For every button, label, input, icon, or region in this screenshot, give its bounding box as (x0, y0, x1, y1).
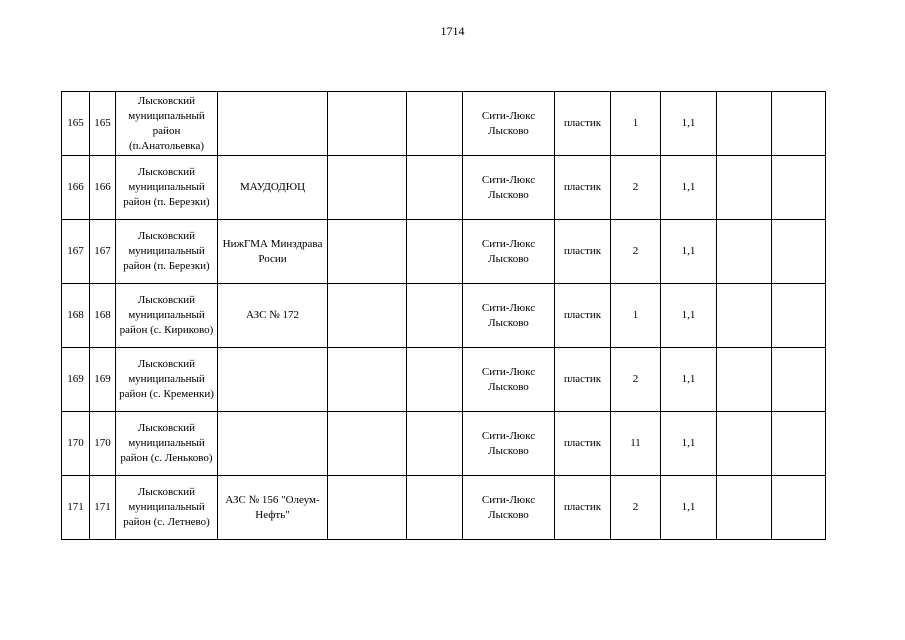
material-cell: пластик (555, 220, 611, 284)
page-number: 1714 (440, 24, 465, 38)
empty-cell (328, 92, 407, 156)
empty-cell (717, 156, 772, 220)
table-row (62, 348, 826, 412)
table-row (62, 92, 826, 156)
organization-cell: МАУДОДЮЦ (218, 156, 328, 220)
row-number-cell: 170 (62, 412, 90, 476)
volume-cell: 1,1 (661, 284, 717, 348)
operator-cell: Сити-Люкс Лысково (463, 476, 555, 540)
district-cell: Лысковский муниципальный район (п. Березки) (116, 220, 218, 284)
row-id-cell: 171 (90, 476, 116, 540)
count-cell: 1 (611, 92, 661, 156)
organization-cell: НижГМА Минздрава Росии (218, 220, 328, 284)
row-id-cell: 167 (90, 220, 116, 284)
row-id-cell: 169 (90, 348, 116, 412)
empty-cell (717, 476, 772, 540)
row-number-cell: 167 (62, 220, 90, 284)
row-number-cell: 166 (62, 156, 90, 220)
empty-cell (407, 284, 463, 348)
count-cell: 1 (611, 284, 661, 348)
volume-cell: 1,1 (661, 220, 717, 284)
organization-cell (218, 348, 328, 412)
empty-cell (772, 156, 826, 220)
operator-cell: Сити-Люкс Лысково (463, 92, 555, 156)
organization-cell: АЗС № 172 (218, 284, 328, 348)
empty-cell (328, 156, 407, 220)
table-row (62, 476, 826, 540)
row-number-cell: 165 (62, 92, 90, 156)
count-cell: 2 (611, 476, 661, 540)
count-cell: 2 (611, 156, 661, 220)
organization-cell (218, 412, 328, 476)
organization-cell: АЗС № 156 "Олеум-Нефть" (218, 476, 328, 540)
material-cell: пластик (555, 348, 611, 412)
row-number-cell: 171 (62, 476, 90, 540)
empty-cell (717, 348, 772, 412)
row-id-cell: 166 (90, 156, 116, 220)
table-row (62, 412, 826, 476)
volume-cell: 1,1 (661, 92, 717, 156)
empty-cell (717, 92, 772, 156)
material-cell: пластик (555, 476, 611, 540)
empty-cell (772, 476, 826, 540)
registry-table (61, 91, 826, 540)
count-cell: 2 (611, 348, 661, 412)
empty-cell (772, 92, 826, 156)
empty-cell (407, 92, 463, 156)
empty-cell (772, 220, 826, 284)
volume-cell: 1,1 (661, 348, 717, 412)
empty-cell (407, 476, 463, 540)
empty-cell (328, 476, 407, 540)
count-cell: 11 (611, 412, 661, 476)
operator-cell: Сити-Люкс Лысково (463, 412, 555, 476)
empty-cell (407, 412, 463, 476)
volume-cell: 1,1 (661, 412, 717, 476)
district-cell: Лысковский муниципальный район (с. Летнево) (116, 476, 218, 540)
material-cell: пластик (555, 92, 611, 156)
count-cell: 2 (611, 220, 661, 284)
district-cell: Лысковский муниципальный район (п.Анатольевка) (116, 92, 218, 156)
row-id-cell: 168 (90, 284, 116, 348)
district-cell: Лысковский муниципальный район (п. Березки) (116, 156, 218, 220)
volume-cell: 1,1 (661, 156, 717, 220)
empty-cell (407, 220, 463, 284)
operator-cell: Сити-Люкс Лысково (463, 348, 555, 412)
table-row (62, 156, 826, 220)
table-row (62, 284, 826, 348)
empty-cell (328, 412, 407, 476)
operator-cell: Сити-Люкс Лысково (463, 220, 555, 284)
row-number-cell: 169 (62, 348, 90, 412)
row-id-cell: 165 (90, 92, 116, 156)
empty-cell (717, 220, 772, 284)
empty-cell (407, 156, 463, 220)
empty-cell (772, 412, 826, 476)
empty-cell (328, 220, 407, 284)
operator-cell: Сити-Люкс Лысково (463, 156, 555, 220)
district-cell: Лысковский муниципальный район (с. Леньково) (116, 412, 218, 476)
empty-cell (772, 284, 826, 348)
empty-cell (328, 284, 407, 348)
table-row (62, 220, 826, 284)
district-cell: Лысковский муниципальный район (с. Кременки) (116, 348, 218, 412)
row-number-cell: 168 (62, 284, 90, 348)
empty-cell (407, 348, 463, 412)
district-cell: Лысковский муниципальный район (с. Кириково) (116, 284, 218, 348)
empty-cell (717, 284, 772, 348)
row-id-cell: 170 (90, 412, 116, 476)
operator-cell: Сити-Люкс Лысково (463, 284, 555, 348)
material-cell: пластик (555, 156, 611, 220)
material-cell: пластик (555, 412, 611, 476)
empty-cell (772, 348, 826, 412)
volume-cell: 1,1 (661, 476, 717, 540)
empty-cell (717, 412, 772, 476)
empty-cell (328, 348, 407, 412)
material-cell: пластик (555, 284, 611, 348)
organization-cell (218, 92, 328, 156)
